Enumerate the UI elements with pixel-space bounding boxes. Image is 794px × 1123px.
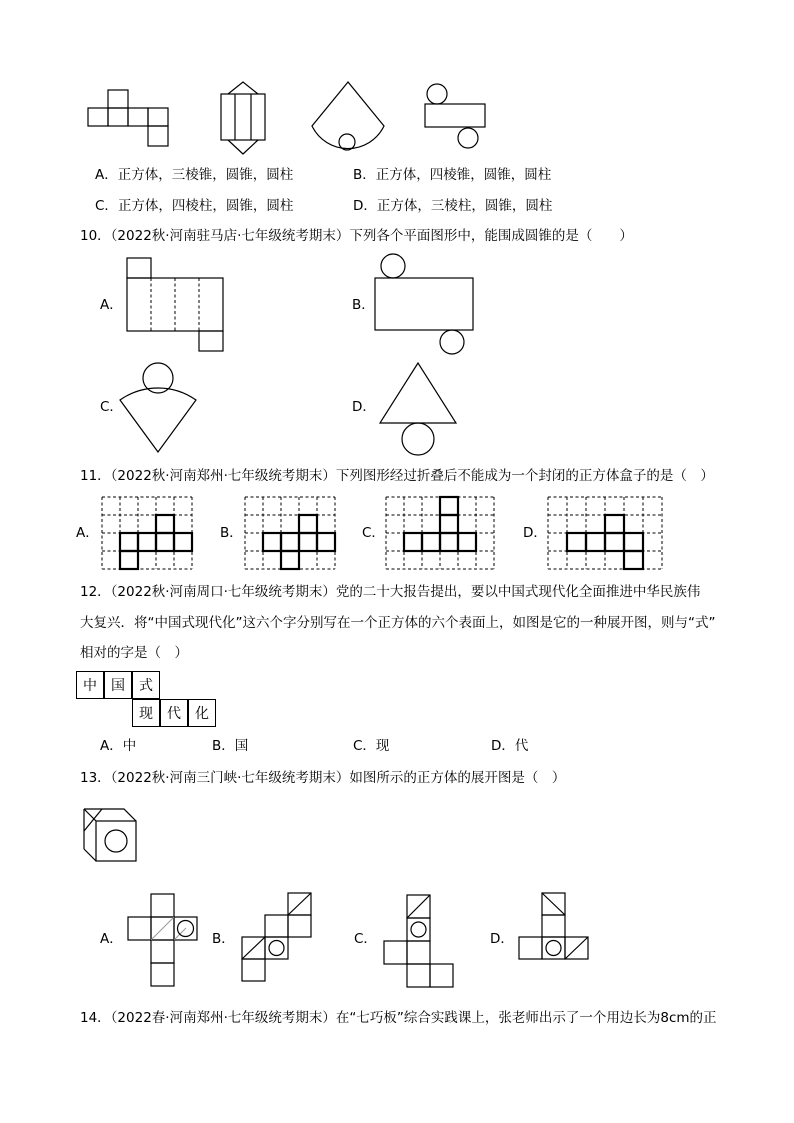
q13-net-d bbox=[519, 892, 591, 962]
q9-figure-prism-net bbox=[221, 80, 265, 156]
q12-net-cell: 代 bbox=[160, 699, 188, 727]
q9-option-b[interactable] bbox=[353, 169, 551, 183]
q12-net-cell: 化 bbox=[188, 699, 216, 727]
q12-net-cell: 国 bbox=[104, 671, 132, 699]
q13-net-c bbox=[384, 894, 456, 988]
q13-net-a bbox=[128, 893, 198, 987]
q12-option-d[interactable]: D．代 bbox=[491, 738, 529, 754]
q10-label-a[interactable]: A． bbox=[100, 297, 123, 313]
q9-option-c[interactable] bbox=[95, 200, 293, 214]
q10-figure-a-prism-net bbox=[127, 258, 225, 354]
q13-label-a[interactable]: A． bbox=[100, 931, 123, 947]
q13-label-c[interactable]: C． bbox=[354, 931, 377, 947]
q10-figure-c-cone-net bbox=[120, 362, 198, 456]
q10-question-text: 10．（2022秋·河南驻马店·七年级统考期末）下列各个平面图形中，能围成圆锥的是（ ） bbox=[80, 228, 633, 244]
q9-option-c-letter: C． bbox=[95, 198, 118, 214]
q9-option-d-letter: D． bbox=[353, 198, 377, 214]
q9-option-a[interactable] bbox=[95, 169, 293, 183]
q11-label-b[interactable]: B． bbox=[220, 525, 243, 541]
q11-grid-c bbox=[386, 497, 498, 569]
q11-grid-d bbox=[548, 497, 664, 569]
q12-question-line-2: 大复兴．将“中国式现代化”这六个字分别写在一个正方体的六个表面上，如图是它的一种展开图，则与“式” bbox=[80, 615, 716, 631]
q12-net-cell: 式 bbox=[132, 671, 160, 699]
q12-net-cell: 现 bbox=[132, 699, 160, 727]
q10-figure-d-triangle-circle bbox=[378, 361, 460, 457]
q11-grid-b bbox=[245, 497, 337, 569]
q10-label-b[interactable]: B． bbox=[352, 297, 375, 313]
q9-option-a-letter: A． bbox=[95, 167, 118, 183]
q9-option-d[interactable] bbox=[353, 200, 552, 214]
q13-figure-cube bbox=[84, 809, 138, 863]
q10-label-d[interactable]: D． bbox=[352, 399, 376, 415]
q12-net-cell: 中 bbox=[76, 671, 104, 699]
q9-figure-sector-circle bbox=[312, 82, 384, 152]
q9-option-b-letter: B． bbox=[353, 167, 376, 183]
q13-question-text: 13．（2022秋·河南三门峡·七年级统考期末）如图所示的正方体的展开图是（ ） bbox=[80, 770, 566, 786]
q10-figure-b-cylinder-net bbox=[375, 253, 475, 355]
q13-label-b[interactable]: B． bbox=[212, 931, 235, 947]
q12-option-b[interactable]: B．国 bbox=[212, 738, 249, 754]
q11-label-c[interactable]: C． bbox=[362, 525, 385, 541]
q11-grid-a bbox=[102, 497, 194, 569]
q9-figure-cube-net bbox=[88, 88, 168, 150]
q9-option-d-text: 正方体，三棱柱，圆锥，圆柱 bbox=[376, 198, 553, 214]
q12-question-line-3: 相对的字是（ ） bbox=[80, 645, 188, 661]
q13-label-d[interactable]: D． bbox=[490, 931, 514, 947]
q10-label-c[interactable]: C． bbox=[100, 399, 123, 415]
q11-question-text: 11．（2022秋·河南郑州·七年级统考期末）下列图形经过折叠后不能成为一个封闭的正方体盒子的是（ ） bbox=[80, 468, 714, 484]
q12-question-line-1: 12．（2022秋·河南周口·七年级统考期末）党的二十大报告提出，要以中国式现代化全面推进中华民族伟 bbox=[80, 584, 701, 600]
q9-option-c-text: 正方体，四棱柱，圆锥，圆柱 bbox=[117, 198, 294, 214]
q9-figure-cylinder-net bbox=[424, 83, 486, 153]
q9-option-a-text: 正方体，三棱锥，圆锥，圆柱 bbox=[117, 167, 294, 183]
q12-option-c[interactable]: C．现 bbox=[353, 738, 390, 754]
q12-option-a[interactable]: A．中 bbox=[100, 738, 137, 754]
q13-net-b bbox=[242, 892, 314, 982]
q11-label-a[interactable]: A． bbox=[76, 525, 99, 541]
q11-label-d[interactable]: D． bbox=[523, 525, 547, 541]
q9-option-b-text: 正方体，四棱锥，圆锥，圆柱 bbox=[375, 167, 552, 183]
q14-question-text: 14．（2022春·河南郑州·七年级统考期末）在“七巧板”综合实践课上，张老师出示了一个用边长为8cm的正 bbox=[80, 1010, 717, 1026]
